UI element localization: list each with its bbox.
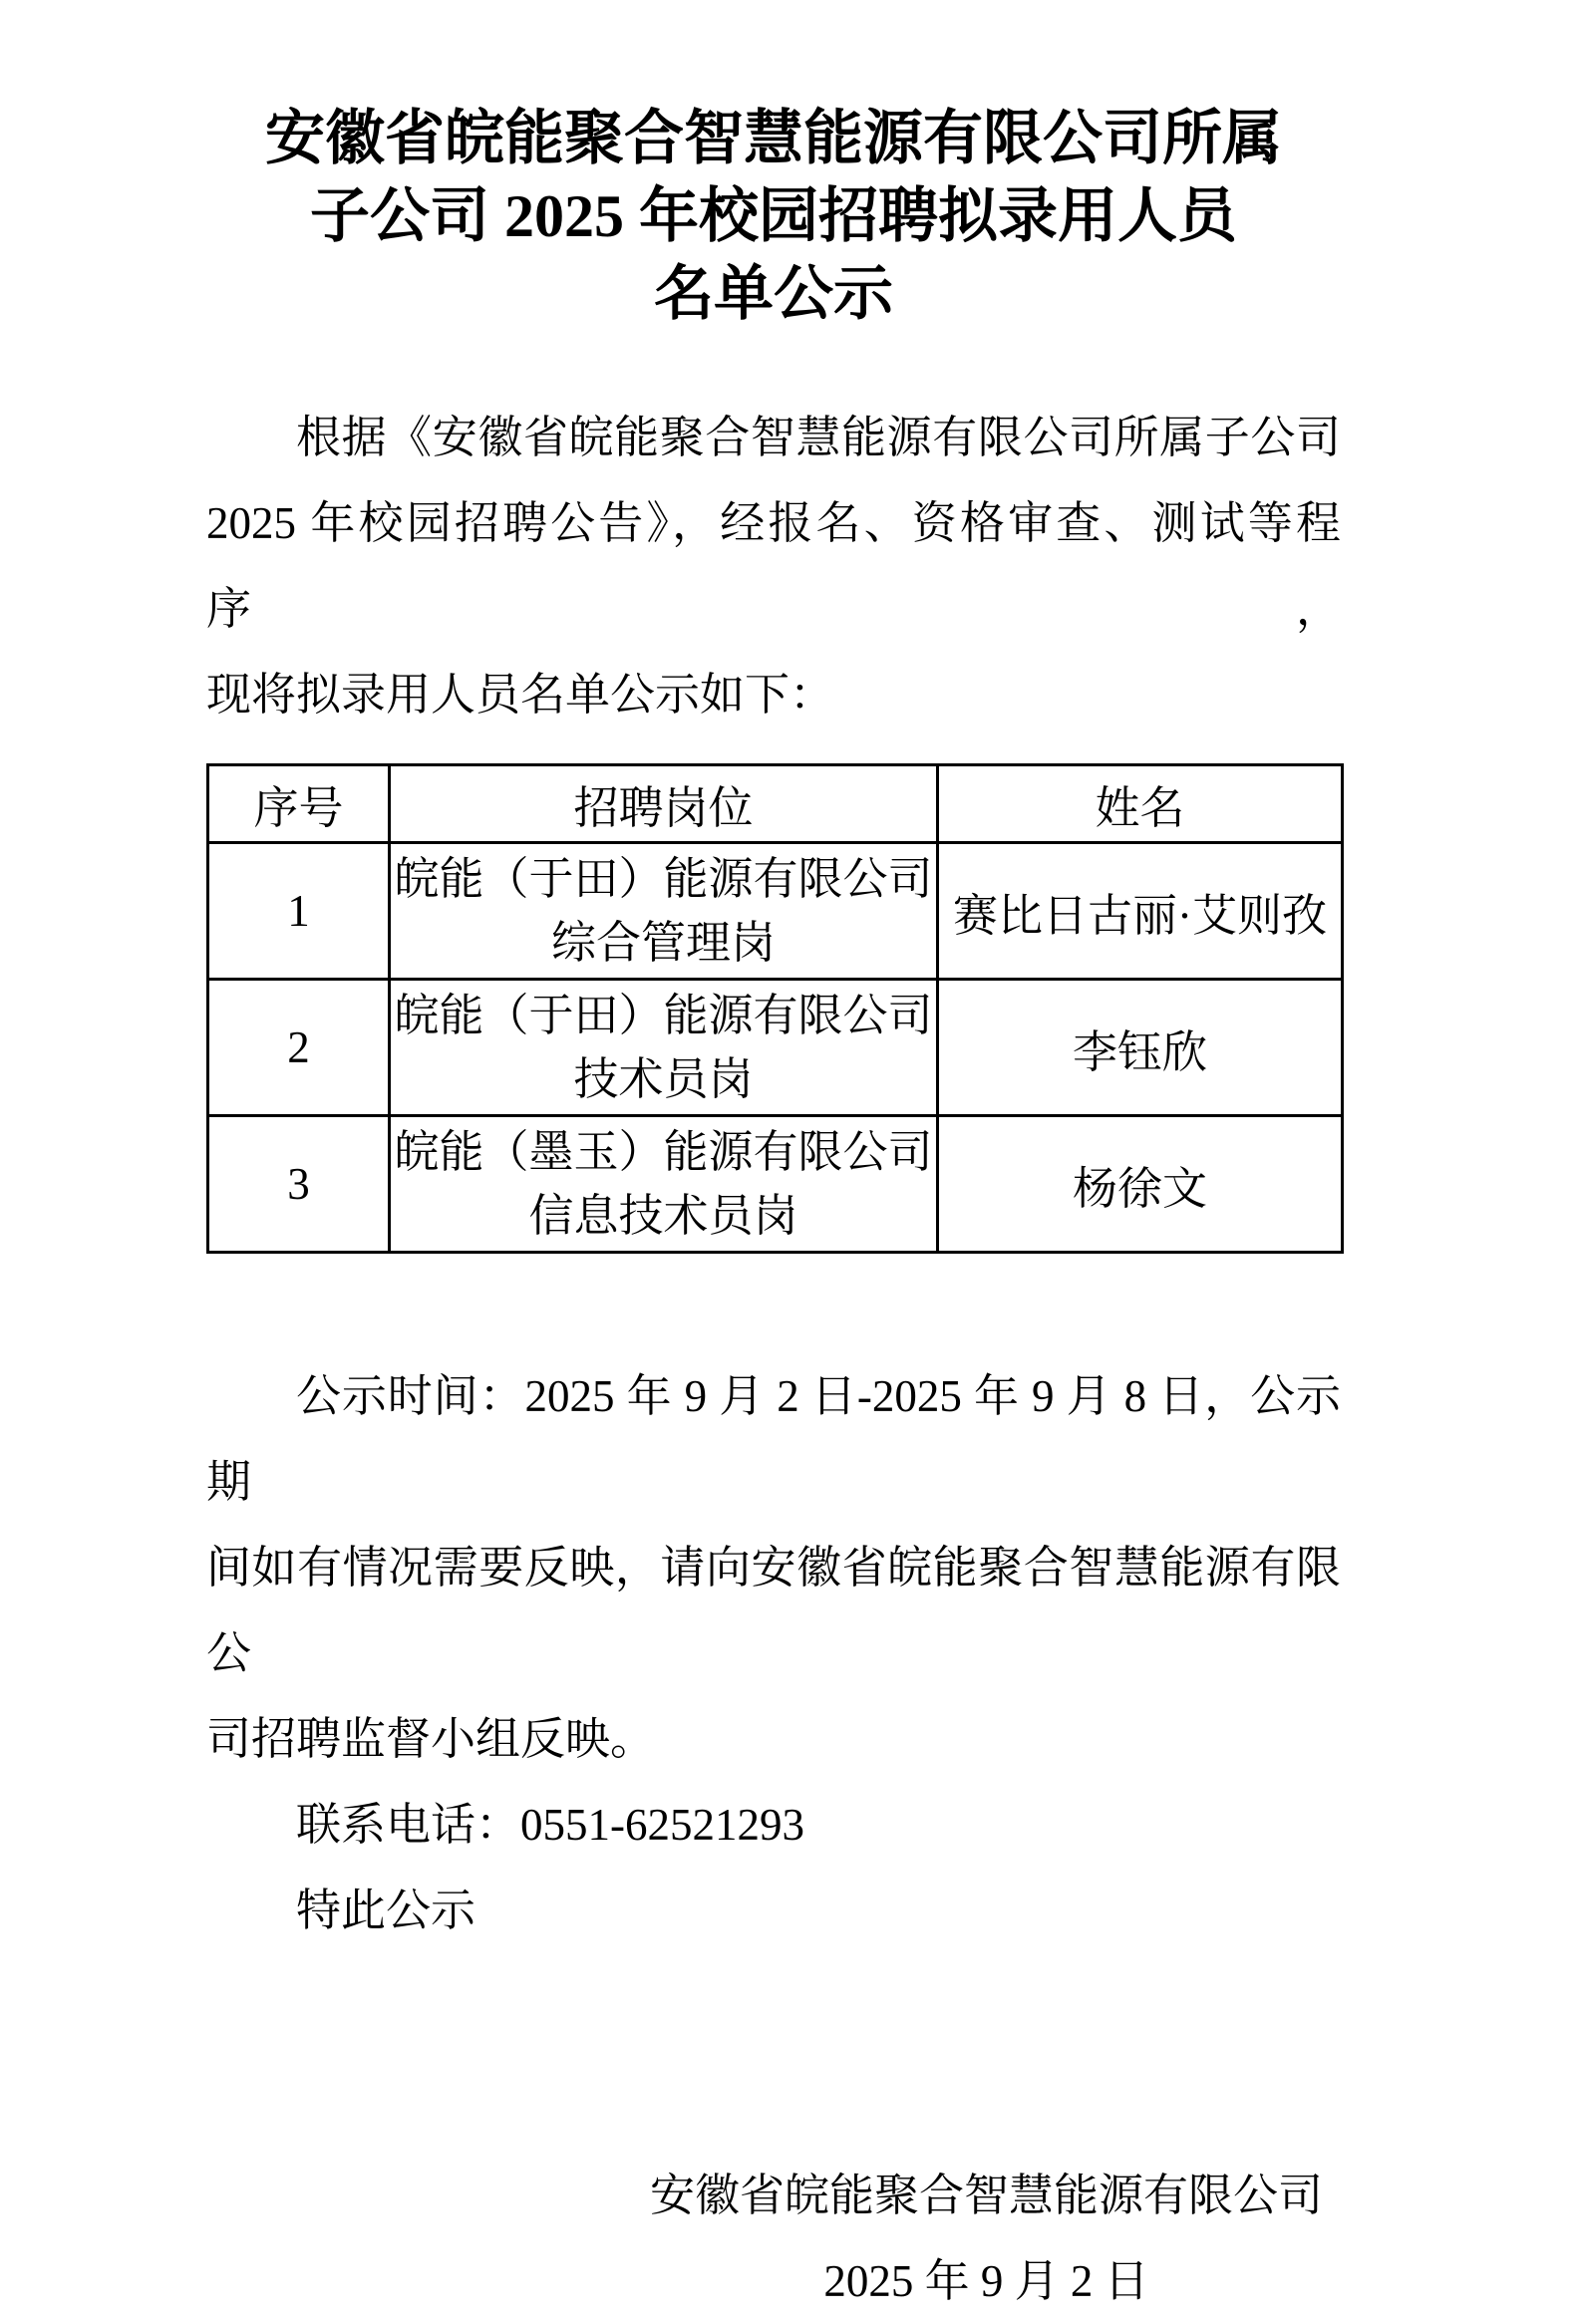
table-row [208, 1116, 1343, 1253]
intro-line-3: 现将拟录用人员名单公示如下： [206, 670, 835, 720]
contact-label: 联系电话： [296, 1800, 521, 1850]
cell-seq: 3 [208, 1116, 390, 1253]
cell-position [390, 980, 938, 1116]
notice-paragraph [206, 1353, 1341, 1953]
position-line-2: 综合管理岗 [550, 918, 776, 968]
phone-number: 0551-62521293 [520, 1800, 805, 1850]
col-header-name: 姓名 [938, 765, 1343, 843]
cell-name: 杨徐文 [938, 1116, 1343, 1253]
signature-date: 2025 年 9 月 2 日 [823, 2256, 1149, 2306]
title-line-3: 名单公示 [654, 261, 893, 327]
cell-name: 李钰欣 [938, 980, 1343, 1116]
position-line-1: 皖能（于田）能源有限公司 [394, 854, 933, 904]
position-line-2: 技术员岗 [573, 1054, 754, 1104]
position-line-1: 皖能（墨玉）能源有限公司 [394, 1127, 933, 1177]
signature-block [650, 2153, 1323, 2324]
col-header-seq: 序号 [208, 765, 390, 843]
title-line-1: 安徽省皖能聚合智慧能源有限公司所属 [265, 106, 1282, 171]
notice-line-1: 公示时间：2025 年 9 月 2 日-2025 年 9 月 8 日，公示期 [206, 1371, 1341, 1507]
table-row [208, 980, 1343, 1116]
cell-seq: 1 [208, 843, 390, 980]
table-row [208, 843, 1343, 980]
cell-name: 赛比日古丽·艾则孜 [938, 843, 1343, 980]
cell-seq: 2 [208, 980, 390, 1116]
closing-line: 特此公示 [296, 1886, 476, 1935]
intro-paragraph [206, 395, 1341, 737]
table-header-row [208, 765, 1343, 843]
document-title [206, 100, 1341, 333]
intro-line-1: 根据《安徽省皖能聚合智慧能源有限公司所属子公司 [296, 413, 1341, 462]
col-header-position: 招聘岗位 [390, 765, 938, 843]
signature-company: 安徽省皖能聚合智慧能源有限公司 [649, 2171, 1323, 2220]
cell-position [390, 1116, 938, 1253]
candidates-table [206, 763, 1344, 1254]
contact-line [206, 1782, 1341, 1868]
notice-line-2: 间如有情况需要反映，请向安徽省皖能聚合智慧能源有限公 [206, 1543, 1341, 1678]
title-line-2: 子公司 2025 年校园招聘拟录用人员 [310, 183, 1237, 249]
intro-line-2: 2025 年校园招聘公告》，经报名、资格审查、测试等程序， [206, 498, 1341, 634]
position-line-2: 信息技术员岗 [528, 1191, 798, 1241]
notice-line-3: 司招聘监督小组反映。 [206, 1714, 656, 1764]
position-line-1: 皖能（于田）能源有限公司 [394, 991, 933, 1040]
cell-position [390, 843, 938, 980]
